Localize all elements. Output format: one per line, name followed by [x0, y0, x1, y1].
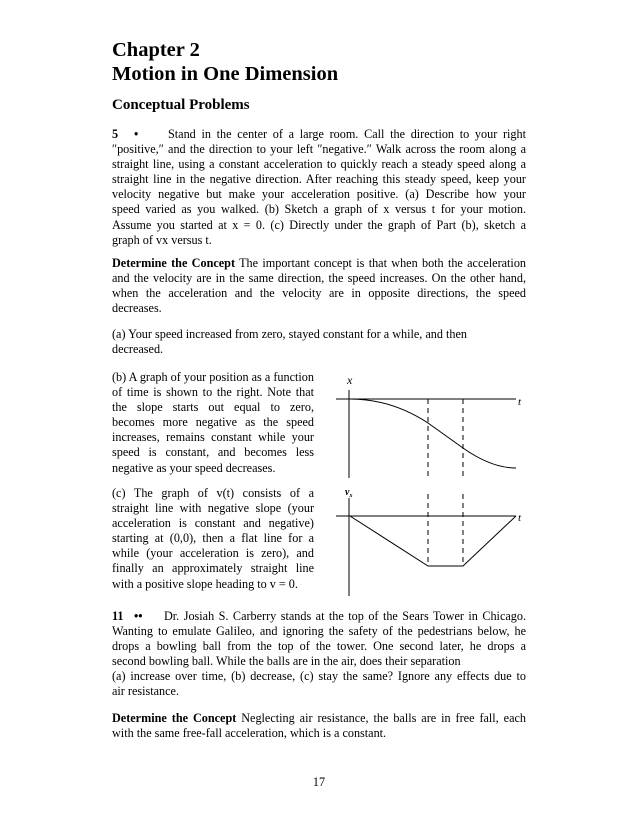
problem-5-part-c: (c) The graph of v(t) consists of a straight line with negative slope (your acceleration is constant and negative) starting at (0,0), then a flat line for a while (your acceleration is zero), and finally an approximately straight line with a positive slope heading to v = 0.	[112, 486, 314, 591]
x-graph-t-label: t	[518, 396, 522, 408]
v-axis-label: $v_x$	[345, 487, 353, 499]
problem-5-statement: 5 • Stand in the center of a large room. Call the direction to your right ″positive,″ and the direction to your left ″negative.″ Walk across the room along a straight line, using a constant acceleration to quickly reach a steady speed along a straight line in the negative direction. After reaching this steady speed, keep your velocity negative but make your acceleration positive. (a) Describe how your speed varied as you walked. (b) Sketch a graph of x versus t for your motion. Assume you started at x = 0. (c) Directly under the graph of Part (b), sketch a graph of vx versus t.	[112, 127, 526, 247]
position-time-graph	[330, 370, 530, 482]
velocity-time-graph	[330, 484, 530, 598]
concept-label-11: Determine the Concept	[112, 711, 237, 725]
problem-11-concept: Determine the Concept Neglecting air resistance, the balls are in free fall, each with the same free-fall acceleration, which is a constant.	[112, 711, 527, 741]
problem-5-number: 5	[112, 127, 119, 141]
problem-5-part-a: (a) Your speed increased from zero, stayed constant for a while, and then decreased.	[112, 327, 468, 357]
concept-label: Determine the Concept	[112, 256, 236, 270]
problem-11-number: 11	[112, 609, 124, 623]
chapter-heading	[112, 38, 338, 86]
velocity-curve	[350, 516, 516, 566]
position-curve	[350, 399, 516, 468]
problem-11-statement: 11 •• Dr. Josiah S. Carberry stands at the top of the Sears Tower in Chicago. Wanting to emulate Galileo, and ignoring the safety of the pedestrians below, he drops a bowling ball from the top of the tower. One second later, he drops a second bowling ball. While the balls are in the air, does their separation (a) increase over time, (b) decrease, (c) stay the same? Ignore any effects due to air resistance.	[112, 609, 526, 699]
chapter-number: Chapter 2	[112, 39, 200, 61]
v-graph-t-label: t	[518, 512, 522, 524]
x-axis-label: x	[347, 373, 353, 387]
page-number: 17	[312, 775, 326, 789]
problem-5-difficulty: •	[134, 127, 139, 141]
problem-11-difficulty: ••	[134, 609, 143, 623]
problem-5-part-b: (b) A graph of your position as a function of time is shown to the right. Note that the slope starts out equal to zero, becomes more negative as the speed increases, remains constant while your speed is constant, and becomes less negative as your speed decreases.	[112, 370, 314, 475]
problem-5-concept: Determine the Concept The important concept is that when both the acceleration and the velocity are in the same direction, the speed increases. On the other hand, when the acceleration and the velocity are in opposite directions, the speed decreases.	[112, 256, 527, 316]
chapter-title: Motion in One Dimension	[112, 63, 339, 85]
section-title: Conceptual Problems	[112, 97, 250, 113]
